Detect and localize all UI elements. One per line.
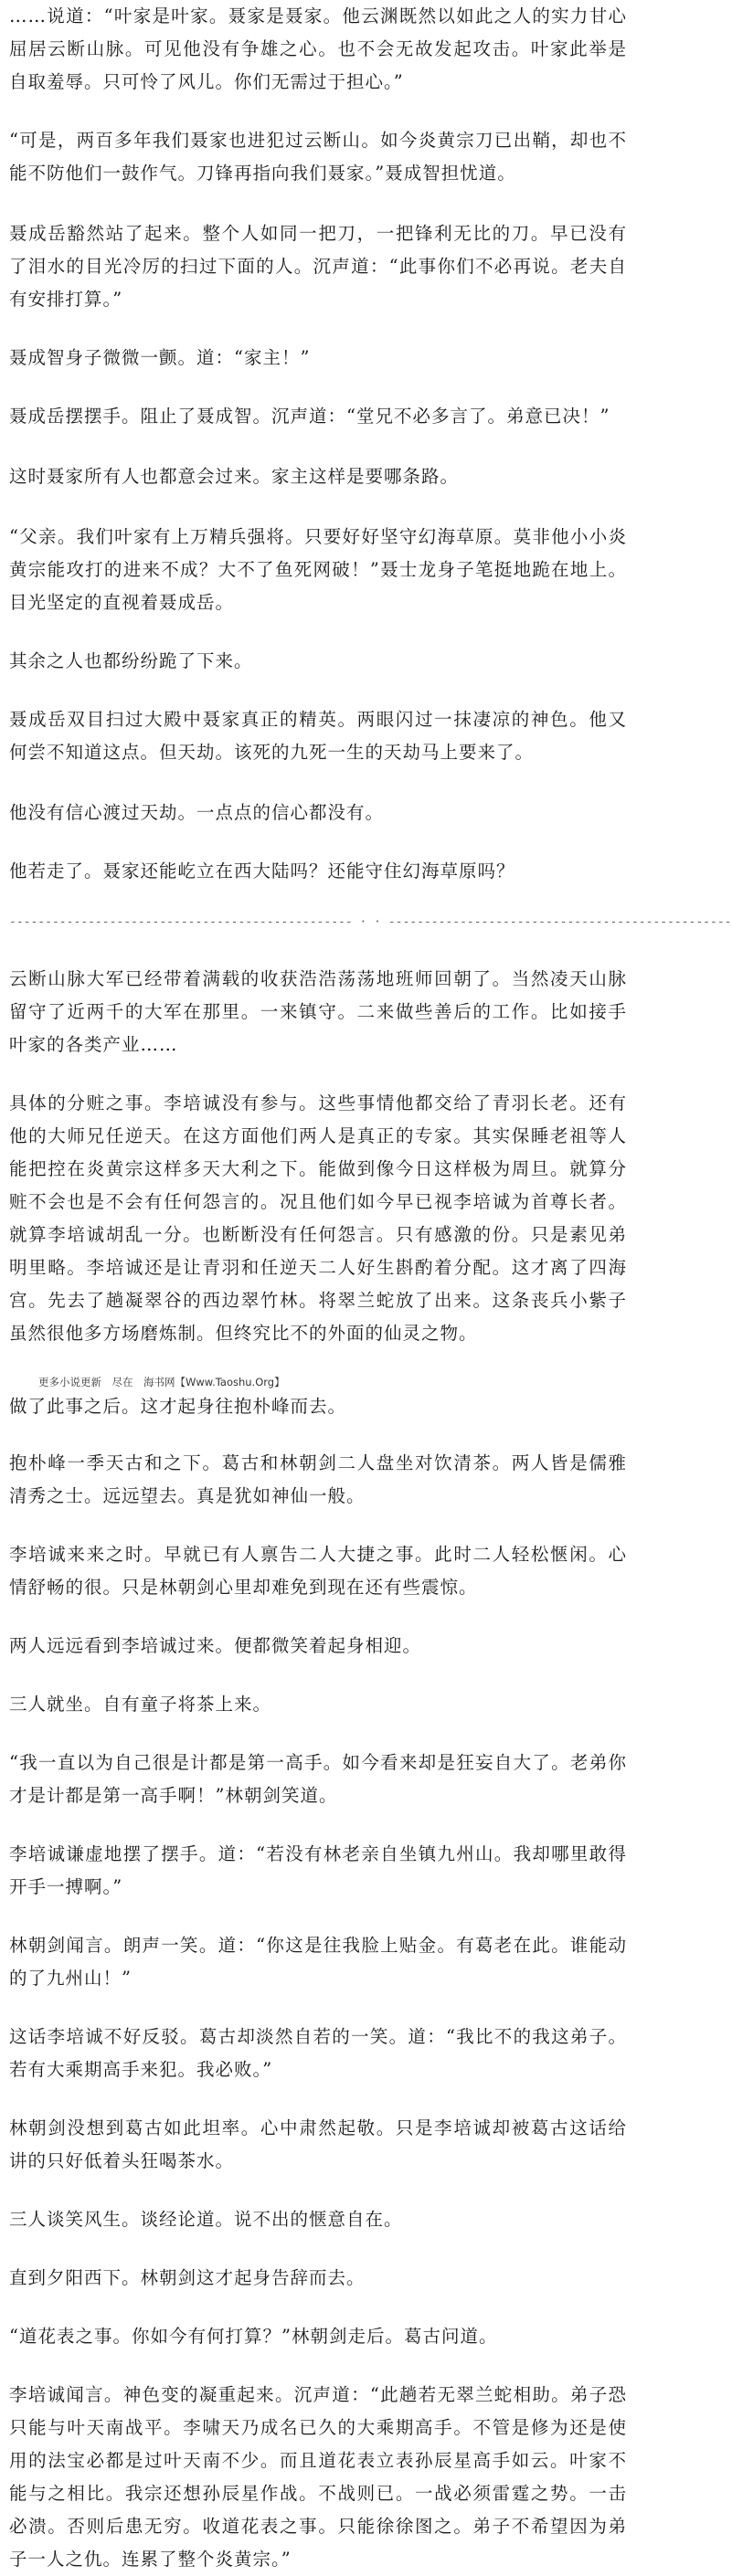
paragraph-25: 直到夕阳西下。林朝剑这才起身告辞而去。: [9, 2267, 366, 2288]
paragraph-17: 两人远远看到李培诚过来。便都微笑着起身相迎。: [9, 1635, 422, 1656]
paragraph-16: 李培诚来来之时。早就已有人禀告二人大捷之事。此时二人轻松愜闲。心情舒畅的很。只是林朝剑心里却难免到现在还有些震惊。: [9, 1544, 627, 1598]
paragraph-27: 李培诚闻言。神色变的凝重起来。沉声道：“此趟若无翠兰蛇相助。弟子恐只能与叶天南战平。李啸天乃成名已久的大乘期高手。不管是修为还是使用的法宝必都是过叶天南不少。而且道花表立表孙辰星高手如云。叶家不能与之相比。我宗还想孙辰星作战。不战则已。一战必须雷霆之势。一击必溃。否则后患无穷。收道花表之事。只能徐徐图之。弟子不希望因为弟子一人之仇。连累了整个炎黄宗。”: [9, 2384, 627, 2570]
paragraph-10: 他没有信心渡过天劫。一点点的信心都没有。: [9, 802, 385, 823]
paragraph-1: ……说道：“叶家是叶家。聂家是聂家。他云渊既然以如此之人的实力甘心屈居云断山脉。可见他没有争雄之心。也不会无故发起攻击。叶家此举是自取羞辱。只可怜了风儿。你们无需过于担心。”: [9, 5, 627, 92]
paragraph-21: 林朝剑闻言。朗声一笑。道：“你这是往我脸上贴金。有葛老在此。谁能动的了九州山！”: [9, 1935, 627, 1989]
paragraph-26: “道花表之事。你如今有何打算？”林朝剑走后。葛古问道。: [9, 2326, 498, 2347]
paragraph-13: 具体的分赃之事。李培诚没有参与。这些事情他都交给了青羽长老。还有他的大师兄任逆天。在这方面他们两人是真正的专家。其实保睡老祖等人能把控在炎黄宗这样多天大利之下。能做到像今日这样极为周旦。就算分赃不会也是不会有任何怨言的。况且他们如今早已视李培诚为首尊长者。就算李培诚胡乱一分。也断断没有任何怨言。只有感激的份。只是素见弟明里略。李培诚还是让青羽和任逆天二人好生斟酌着分配。这才离了四海宫。先去了趟凝翠谷的西边翠竹林。将翠兰蛇放了出来。这条丧兵小紫子虽然很他多方场磨炼制。但终究比不的外面的仙灵之物。: [9, 1093, 627, 1344]
paragraph-8: 其余之人也都纷纷跪了下来。: [9, 650, 253, 671]
paragraph-9: 聂成岳双目扫过大殿中聂家真正的精英。两眼闪过一抹凄凉的神色。他又何尝不知道这点。但天劫。该死的九死一生的天劫马上要来了。: [9, 709, 627, 763]
paragraph-4: 聂成智身子微微一颤。道：“家主！”: [9, 347, 311, 368]
paragraph-24: 三人谈笑风生。谈经论道。说不出的惬意自在。: [9, 2209, 403, 2230]
paragraph-3: 聂成岳豁然站了起来。整个人如同一把刀，一把锋利无比的刀。早已没有了泪水的目光冷厉的扫过下面的人。沉声道：“此事你们不必再说。老夫自有安排打算。”: [9, 223, 627, 310]
paragraph-6: 这时聂家所有人也都意会过来。家主这样是要哪条路。: [9, 466, 460, 487]
paragraph-2: “可是，两百多年我们聂家也进犯过云断山。如今炎黄宗刀已出鞘，却也不能不防他们一鼓作气。刀锋再指向我们聂家。”聂成智担忧道。: [9, 130, 627, 184]
paragraph-15: 抱朴峰一季天古和之下。葛古和林朝剑二人盘坐对饮清茶。两人皆是儒雅清秀之士。远远望去。真是犹如神仙一般。: [9, 1452, 627, 1506]
paragraph-19: “我一直以为自己很是计都是第一高手。如今看来却是狂妄自大了。老弟你才是计都是第一高手啊！”林朝剑笑道。: [9, 1752, 627, 1806]
promo-line: 更多小说更新 尽在 海书网【Www.Taoshu.Org】: [38, 1376, 285, 1388]
paragraph-11: 他若走了。聂家还能屹立在西大陆吗？还能守住幻海草原吗？: [9, 860, 515, 882]
paragraph-5: 聂成岳摆摆手。阻止了聂成智。沉声道：“堂兄不必多言了。弟意已决！”: [9, 406, 610, 427]
paragraph-18: 三人就坐。自有童子将茶上来。: [9, 1694, 272, 1715]
paragraph-7: “父亲。我们叶家有上万精兵强将。只要好好坚守幻海草原。莫非他小小炎黄宗能攻打的进来不成？大不了鱼死网破！”聂士龙身子笔挺地跪在地上。目光坚定的直视着聂成岳。: [9, 526, 627, 613]
section-divider: ------------------------------------------------ · · ------------------------------------------------: [9, 915, 732, 929]
paragraph-23: 林朝剑没想到葛古如此坦率。心中肃然起敬。只是李培诚却被葛古这话给讲的只好低着头狂喝茶水。: [9, 2117, 627, 2171]
paragraph-22: 这话李培诚不好反驳。葛古却淡然自若的一笑。道：“我比不的我这弟子。若有大乘期高手来犯。我必败。”: [9, 2026, 627, 2080]
paragraph-20: 李培诚谦虚地摆了摆手。道：“若没有林老亲自坐镇九州山。我却哪里敢得开手一搏啊。”: [9, 1843, 627, 1897]
paragraph-14: 做了此事之后。这才起身往抱朴峰而去。: [9, 1396, 347, 1417]
paragraph-12: 云断山脉大军已经带着满载的收获浩浩荡荡地班师回朝了。当然凌天山脉留守了近两千的大军在那里。一来镇守。二来做些善后的工作。比如接手叶家的各类产业……: [9, 968, 627, 1055]
